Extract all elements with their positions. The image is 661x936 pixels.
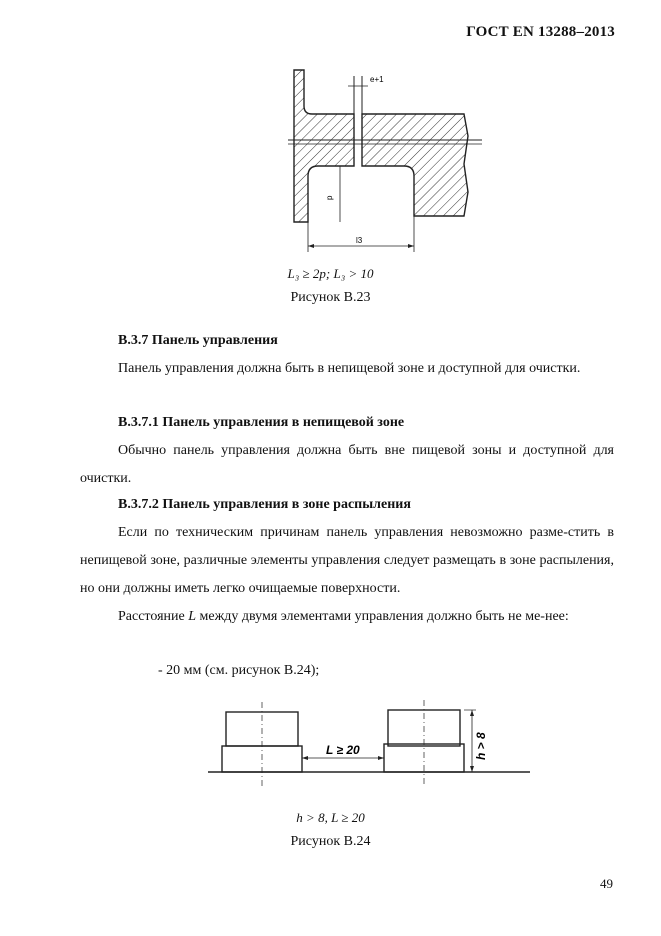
figure-b23-caption: Рисунок В.23 <box>290 290 371 305</box>
figure-b24-caption: Рисунок В.24 <box>290 834 371 849</box>
right-profile <box>362 114 468 216</box>
figure-b24-formula: h > 8, L ≥ 20 <box>296 810 365 825</box>
dim-e-plus-1: e+1 <box>370 75 384 84</box>
left-profile <box>294 70 354 222</box>
document-header: ГОСТ EN 13288–2013 <box>466 24 615 40</box>
dim-p: p <box>325 195 334 200</box>
dim-l3: l3 <box>356 236 363 245</box>
section-b37-title: В.3.7 Панель управления <box>118 333 278 348</box>
section-b372-text2 <box>80 603 614 631</box>
section-b371-title: В.3.7.1 Панель управления в непищевой зоне <box>118 415 405 430</box>
text2-before: Расстояние <box>118 609 189 624</box>
dim-L-label: L ≥ 20 <box>326 743 360 757</box>
figure-b23-formula: L₃ ≥ 2p; L₃ > 10 <box>287 266 374 281</box>
page-number: 49 <box>600 876 613 891</box>
section-b372-title: В.3.7.2 Панель управления в зоне распыления <box>118 497 411 512</box>
text2-variable-L: L <box>188 609 197 624</box>
figure-b23-drawing <box>278 64 488 260</box>
section-b372-text1: Если по техническим причинам панель управления невозможно разме-стить в непищевой зоне, различные элементы управления следует размещать в зоне распыления, но они должны иметь легко очищаемые поверхности. <box>80 525 614 596</box>
text2-after: между двумя элементами управления должно быть не ме-нее: <box>196 609 569 624</box>
figure-b24-drawing <box>208 698 534 790</box>
section-b37-text: Панель управления должна быть в непищевой зоне и доступной для очистки. <box>118 361 581 376</box>
dim-h-label: h > 8 <box>474 732 488 760</box>
list-item: - 20 мм (см. рисунок В.24); <box>158 663 320 678</box>
section-b371-text: Обычно панель управления должна быть вне пищевой зоны и доступной для очистки. <box>80 443 614 486</box>
